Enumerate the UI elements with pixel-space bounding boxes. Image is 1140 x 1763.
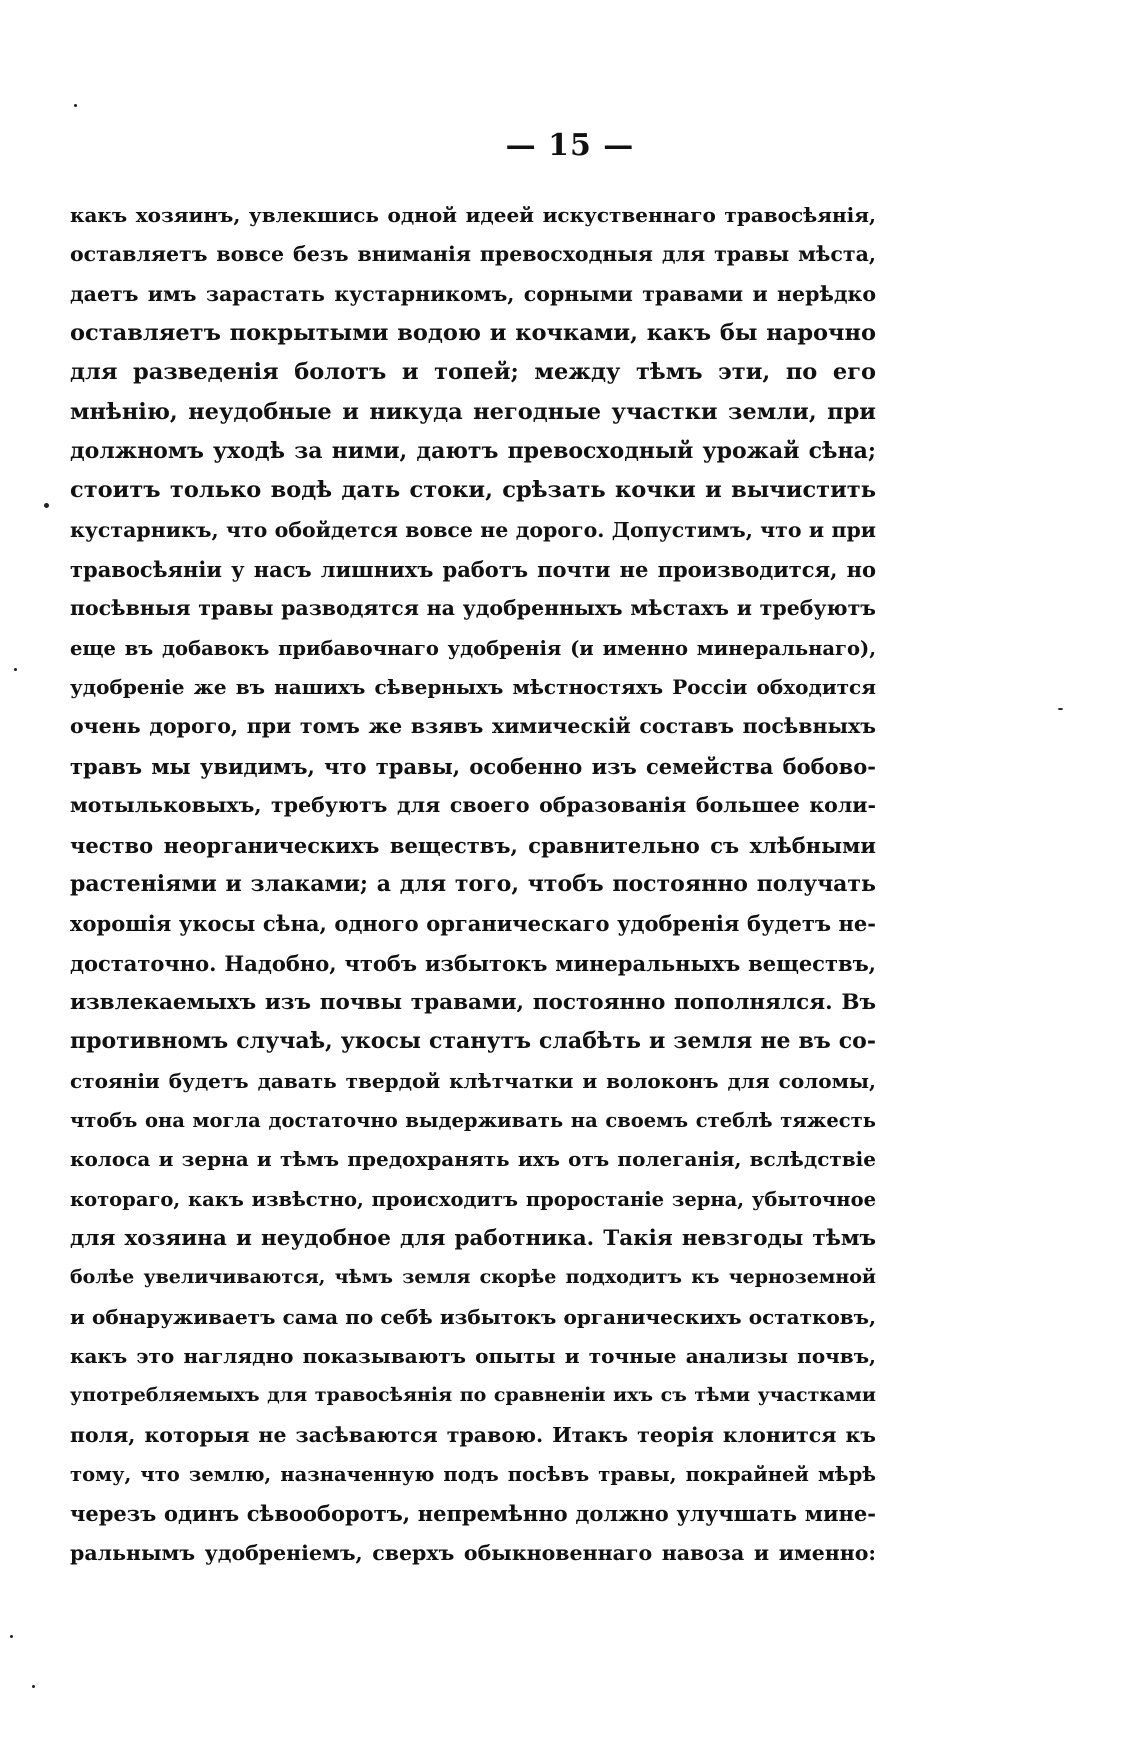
text-line: колоса и зерна и тѣмъ предохранять ихъ отъ полеганія, вслѣдствіе [70, 1147, 876, 1172]
text-line: для разведенія болотъ и топей; между тѣмъ эти, по его [70, 359, 876, 386]
text-line: мотыльковыхъ, требуютъ для своего образованія большее коли- [70, 793, 876, 818]
text-line: котораго, какъ извѣстно, происходитъ проростаніе зерна, убыточное [70, 1187, 876, 1211]
text-line: поля, которыя не засѣваются травою. Итакъ теорія клонится къ [70, 1422, 876, 1447]
text-line: чество неорганическихъ веществъ, сравнительно съ хлѣбными [70, 832, 876, 858]
text-line: стоитъ только водѣ дать стоки, срѣзать кочки и вычистить [70, 477, 876, 504]
text-line: извлекаемыхъ изъ почвы травами, постоянно пополнялся. Въ [70, 989, 876, 1015]
text-line: даетъ имъ зарастать кустарникомъ, сорными травами и нерѣдко [70, 281, 876, 306]
text-line: болѣе увеличиваются, чѣмъ земля скорѣе подходитъ къ черноземной [70, 1266, 876, 1289]
text-line: очень дорого, при томъ же взявъ химическій составъ посѣвныхъ [70, 714, 876, 739]
text-line: травосѣяніи у насъ лишнихъ работъ почти не производится, но [70, 557, 876, 583]
text-line: травъ мы увидимъ, что травы, особенно изъ семейства бобово- [70, 753, 876, 779]
body-text [70, 196, 876, 1573]
text-line: черезъ одинъ сѣвооборотъ, непремѣнно должно улучшать мине- [70, 1501, 876, 1527]
scan-speck [14, 668, 17, 671]
text-line: удобреніе же въ нашихъ сѣверныхъ мѣстностяхъ Россіи обходится [70, 675, 876, 700]
scan-speck [1058, 708, 1063, 710]
text-line: и обнаруживаетъ сама по себѣ избытокъ органическихъ остатковъ, [70, 1304, 876, 1329]
scan-speck [10, 1635, 13, 1638]
text-line: должномъ уходѣ за ними, даютъ превосходный урожай сѣна; [70, 438, 876, 465]
text-line: стояніи будетъ давать твердой клѣтчатки и волоконъ для соломы, [70, 1068, 876, 1093]
scan-speck [44, 503, 49, 508]
text-line: ральнымъ удобреніемъ, сверхъ обыкновеннаго навоза и именно: [70, 1540, 876, 1565]
text-line: посѣвныя травы разводятся на удобренныхъ мѣстахъ и требуютъ [70, 596, 876, 621]
text-line: оставляетъ покрытыми водою и кочками, какъ бы нарочно [70, 320, 876, 347]
text-line: достаточно. Надобно, чтобъ избытокъ минеральныхъ веществъ, [70, 950, 876, 976]
text-line: чтобъ она могла достаточно выдерживать на своемъ стеблѣ тяжесть [70, 1108, 876, 1132]
text-line: употребляемыхъ для травосѣянія по сравненіи ихъ съ тѣми участками [70, 1384, 876, 1407]
text-line: противномъ случаѣ, укосы станутъ слабѣть и земля не въ со- [70, 1028, 876, 1055]
page-number: — 15 — [505, 128, 635, 163]
text-line: для хозяина и неудобное для работника. Такія невзгоды тѣмъ [70, 1225, 876, 1251]
text-line: кустарникъ, что обойдется вовсе не дорого. Допустимъ, что и при [70, 517, 876, 542]
text-line: растеніями и злаками; а для того, чтобъ постоянно получать [70, 870, 876, 897]
scan-speck [32, 1685, 35, 1688]
text-line: какъ это наглядно показываютъ опыты и точные анализы почвъ, [70, 1343, 876, 1368]
text-line: хорошія укосы сѣна, одного органическаго удобренія будетъ не- [70, 911, 876, 937]
scan-speck [74, 104, 77, 107]
text-line: оставляетъ вовсе безъ вниманія превосходныя для травы мѣста, [70, 242, 876, 267]
text-line: тому, что землю, назначенную подъ посѣвъ травы, покрайней мѣрѣ [70, 1463, 876, 1486]
text-line: мнѣнію, неудобные и никуда негодные участки земли, при [70, 398, 876, 425]
text-line: еще въ добавокъ прибавочнаго удобренія (и именно минеральнаго), [70, 636, 876, 660]
text-line: какъ хозяинъ, увлекшись одной идеей искуственнаго травосѣянія, [70, 203, 876, 227]
